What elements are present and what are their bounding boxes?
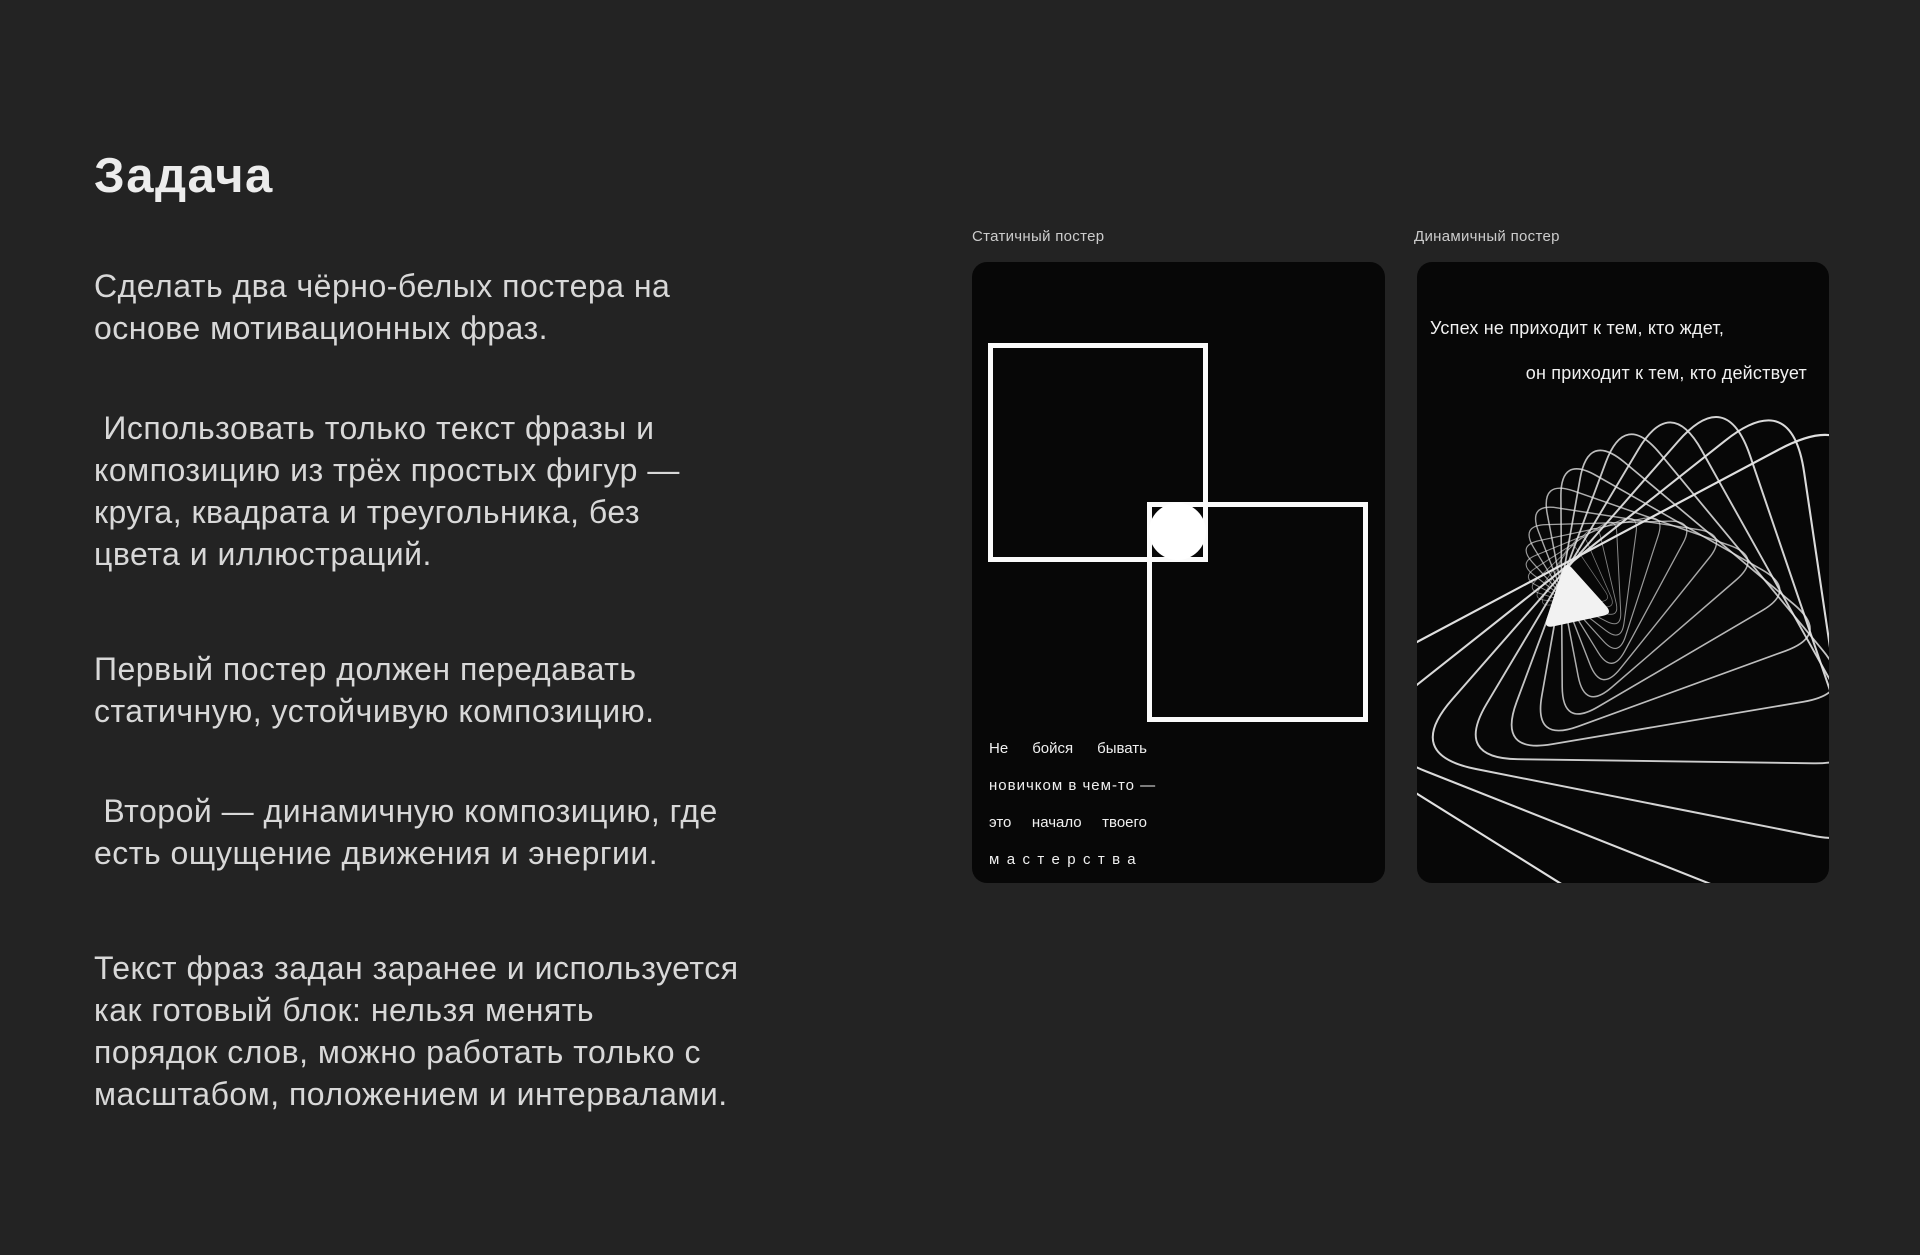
page-title: Задача xyxy=(94,149,274,203)
text-line: круга, квадрата и треугольника, без xyxy=(94,494,641,530)
poster-static xyxy=(972,262,1385,883)
text-line: Текст фраз задан заранее и используется xyxy=(94,950,739,986)
spiral-triangle-outline xyxy=(1417,435,1829,883)
phrase-word: твоего xyxy=(1102,814,1147,831)
text-line: Второй — динамичную композицию, где xyxy=(94,793,718,829)
text-line: Использовать только текст фразы и xyxy=(94,410,655,446)
task-paragraph-1 xyxy=(94,265,894,349)
spiral-triangle-outline xyxy=(1417,420,1829,883)
poster-label-dynamic: Динамичный постер xyxy=(1414,228,1560,245)
poster-label-static: Статичный постер xyxy=(972,228,1105,245)
task-paragraph-5 xyxy=(94,947,894,1115)
triangle-spiral-graphic xyxy=(1417,262,1829,883)
phrase-line-3 xyxy=(989,804,1147,841)
quote-line-2: он приходит к тем, кто действует xyxy=(1525,363,1807,383)
text-line: Сделать два чёрно-белых постера на xyxy=(94,268,671,304)
task-paragraph-2 xyxy=(94,407,894,575)
circle-shape xyxy=(1149,503,1206,560)
phrase-line-1 xyxy=(989,730,1147,767)
task-paragraph-3 xyxy=(94,648,894,732)
text-line: статичную, устойчивую композицию. xyxy=(94,693,655,729)
text-line: основе мотивационных фраз. xyxy=(94,310,549,346)
spiral-triangle-outline xyxy=(1433,417,1829,838)
phrase-word: бойся xyxy=(1032,740,1074,757)
task-paragraph-4 xyxy=(94,790,894,874)
text-line: Первый постер должен передавать xyxy=(94,651,637,687)
text-line: цвета и иллюстраций. xyxy=(94,536,432,572)
poster-dynamic xyxy=(1417,262,1829,883)
phrase-line-2: новичком в чем-то — xyxy=(989,777,1157,794)
phrase-line-4: мастерства xyxy=(989,851,1144,868)
phrase-word: начало xyxy=(1031,814,1082,831)
quote-line-1: Успех не приходит к тем, кто ждет, xyxy=(1430,318,1725,338)
phrase-word: бывать xyxy=(1097,740,1147,757)
text-line: порядок слов, можно работать только с xyxy=(94,1034,701,1070)
text-line: как готовый блок: нельзя менять xyxy=(94,992,595,1028)
poster-phrase-block xyxy=(989,730,1157,878)
text-line: композицию из трёх простых фигур — xyxy=(94,452,680,488)
text-line: масштабом, положением и интервалами. xyxy=(94,1076,728,1112)
phrase-word: это xyxy=(989,814,1012,831)
text-line: есть ощущение движения и энергии. xyxy=(94,835,659,871)
phrase-word: Не xyxy=(989,740,1009,757)
spiral-triangle-outline xyxy=(1561,469,1780,714)
